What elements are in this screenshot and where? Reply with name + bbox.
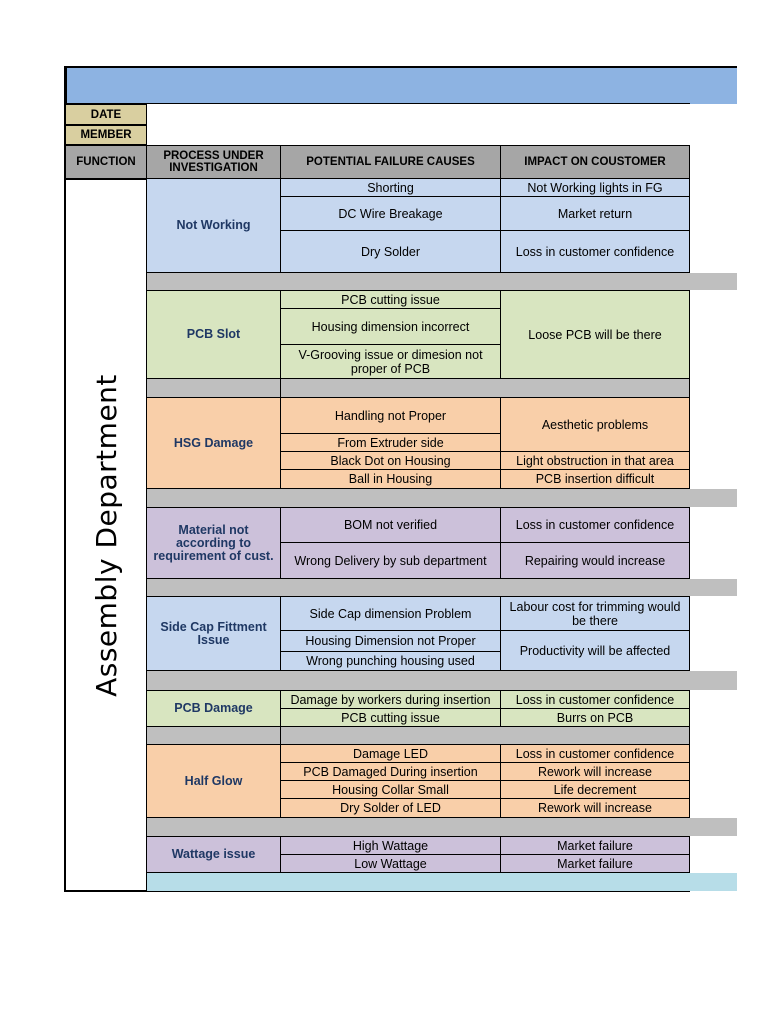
cause-cell: PCB cutting issue xyxy=(280,290,501,309)
cause-cell: Shorting xyxy=(280,178,501,197)
spacer-row xyxy=(147,818,737,836)
impact-cell: Loss in customer confidence xyxy=(500,230,690,273)
col-impact: IMPACT ON COUSTOMER xyxy=(500,145,690,179)
process-material-not-according: Material not according to requirement of cust. xyxy=(146,507,281,579)
impact-cell: Labour cost for trimming would be there xyxy=(500,596,690,631)
date-label: DATE xyxy=(65,104,147,125)
department-label-cell xyxy=(65,179,147,891)
impact-cell: Market failure xyxy=(500,854,690,873)
spacer-row xyxy=(146,726,281,745)
cause-cell: PCB Damaged During insertion xyxy=(280,762,501,781)
cause-cell: Housing Dimension not Proper xyxy=(280,630,501,652)
impact-cell: Repairing would increase xyxy=(500,542,690,579)
cause-cell: Black Dot on Housing xyxy=(280,451,501,470)
col-process: PROCESS UNDER INVESTIGATION xyxy=(146,145,281,179)
spacer-row xyxy=(146,378,281,398)
impact-cell: Not Working lights in FG xyxy=(500,178,690,197)
cause-cell: BOM not verified xyxy=(280,507,501,543)
impact-cell: Light obstruction in that area xyxy=(500,451,690,470)
process-pcb-damage: PCB Damage xyxy=(146,690,281,727)
impact-cell: Loss in customer confidence xyxy=(500,507,690,543)
cause-cell: Damage LED xyxy=(280,744,501,763)
impact-cell: Burrs on PCB xyxy=(500,708,690,727)
spacer-row xyxy=(147,579,737,596)
process-half-glow: Half Glow xyxy=(146,744,281,818)
spacer-row xyxy=(147,273,737,290)
impact-cell: Aesthetic problems xyxy=(500,397,690,452)
spacer-row xyxy=(280,726,690,745)
cause-cell: DC Wire Breakage xyxy=(280,196,501,231)
col-function: FUNCTION xyxy=(65,145,147,179)
process-side-cap-fittment: Side Cap Fittment Issue xyxy=(146,596,281,671)
cause-cell: Housing dimension incorrect xyxy=(280,308,501,345)
impact-cell: Loose PCB will be there xyxy=(500,290,690,379)
cause-cell: Wrong punching housing used xyxy=(280,651,501,671)
spacer-row xyxy=(147,489,737,507)
impact-cell: Rework will increase xyxy=(500,762,690,781)
cause-cell: Housing Collar Small xyxy=(280,780,501,799)
cause-cell: From Extruder side xyxy=(280,433,501,452)
impact-cell: Loss in customer confidence xyxy=(500,690,690,709)
cause-cell: Dry Solder xyxy=(280,230,501,273)
cause-cell: High Wattage xyxy=(280,836,501,855)
col-causes: POTENTIAL FAILURE CAUSES xyxy=(280,145,501,179)
cause-cell: Handling not Proper xyxy=(280,397,501,434)
title-bar xyxy=(65,66,737,104)
cause-cell: Wrong Delivery by sub department xyxy=(280,542,501,579)
impact-cell: Rework will increase xyxy=(500,798,690,818)
cause-cell: V-Grooving issue or dimesion not proper of PCB xyxy=(280,344,501,379)
cause-cell: PCB cutting issue xyxy=(280,708,501,727)
impact-cell: Loss in customer confidence xyxy=(500,744,690,763)
impact-cell: Market return xyxy=(500,196,690,231)
spacer-row xyxy=(280,378,690,398)
spacer-row xyxy=(147,671,737,690)
process-not-working: Not Working xyxy=(146,178,281,273)
impact-cell: Life decrement xyxy=(500,780,690,799)
cause-cell: Ball in Housing xyxy=(280,469,501,489)
title-underline xyxy=(65,103,690,104)
process-wattage-issue: Wattage issue xyxy=(146,836,281,873)
process-hsg-damage: HSG Damage xyxy=(146,397,281,489)
footer-bar xyxy=(147,873,737,891)
cause-cell: Side Cap dimension Problem xyxy=(280,596,501,631)
impact-cell: PCB insertion difficult xyxy=(500,469,690,489)
process-pcb-slot: PCB Slot xyxy=(146,290,281,379)
department-label: Assembly Department xyxy=(89,373,123,697)
cause-cell: Low Wattage xyxy=(280,854,501,873)
impact-cell: Market failure xyxy=(500,836,690,855)
impact-cell: Productivity will be affected xyxy=(500,630,690,671)
cause-cell: Dry Solder of LED xyxy=(280,798,501,818)
cause-cell: Damage by workers during insertion xyxy=(280,690,501,709)
member-label: MEMBER xyxy=(65,125,147,145)
